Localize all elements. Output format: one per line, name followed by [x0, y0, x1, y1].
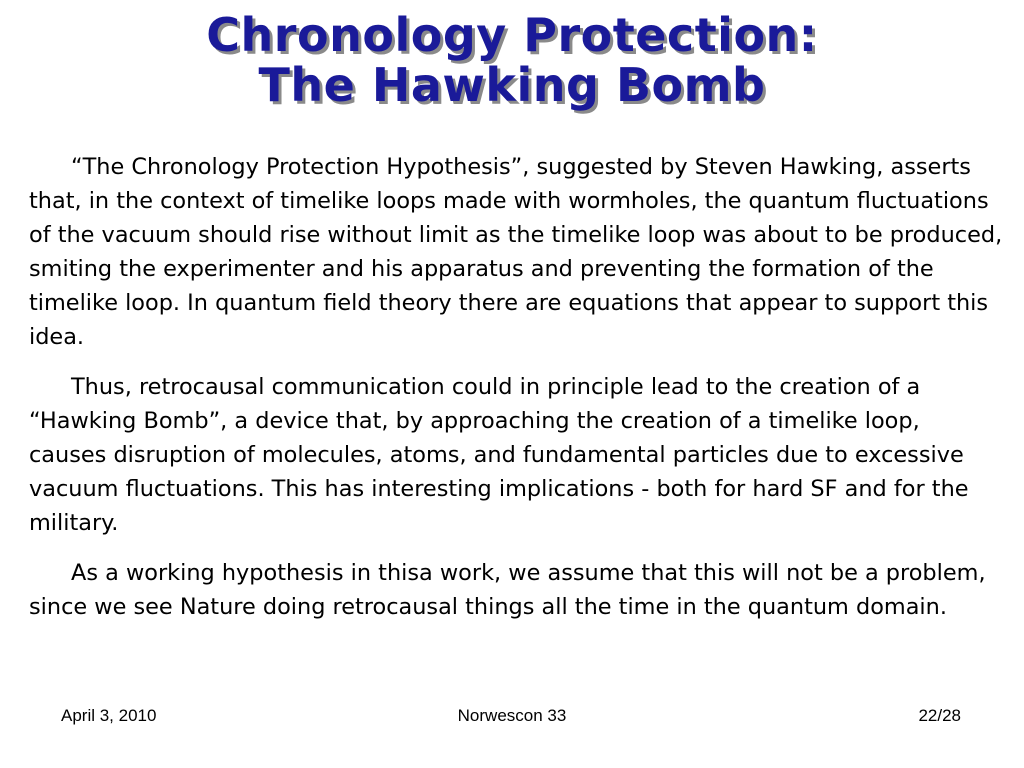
paragraph-3: As a working hypothesis in thisa work, we assume that this will not be a problem, since we see Nature doing retrocausal things all the time in the quantum domain. — [29, 560, 986, 620]
footer-page-number: 22/28 — [918, 706, 961, 725]
footer-date: April 3, 2010 — [61, 706, 157, 725]
title-line-1: Chronology Protection: — [206, 8, 818, 62]
paragraph-1: “The Chronology Protection Hypothesis”, suggested by Steven Hawking, asserts that, in the context of timelike loops made with wormholes, the quantum fluctuations of the vacuum should rise without limit as the timelike loop was about to be produced, smiting the experimenter and his apparatus and preventing the formation of the timelike loop. In quantum field theory there are equations that appear to support this idea. — [29, 154, 1003, 350]
slide-footer — [0, 706, 1024, 730]
footer-event: Norwescon 33 — [457, 706, 567, 725]
title-line-2: The Hawking Bomb — [258, 58, 766, 112]
paragraph-2: Thus, retrocausal communication could in principle lead to the creation of a “Hawking Bomb”, a device that, by approaching the creation of a timelike loop, causes disruption of molecules, atoms, and fundamental particles due to excessive vacuum fluctuations. This has interesting implications - both for hard SF and for the military. — [29, 374, 969, 536]
slide-title — [0, 10, 1024, 110]
slide-body — [29, 150, 1004, 640]
